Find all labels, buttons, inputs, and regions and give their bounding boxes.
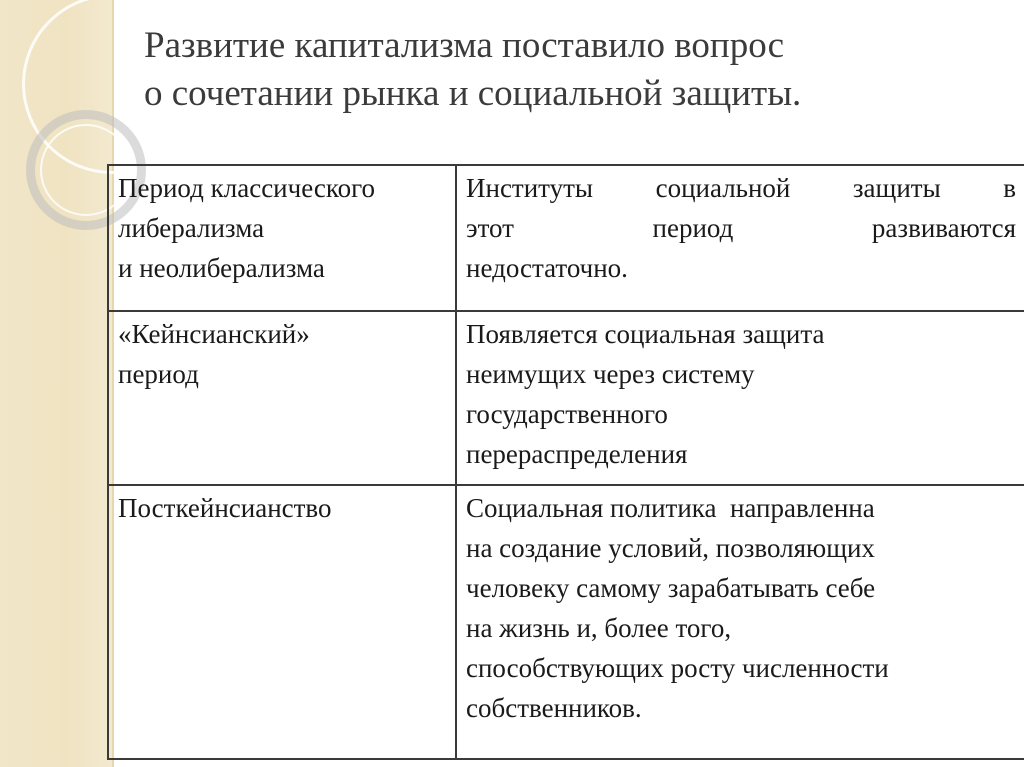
cell-line: неимущих через систему [466,359,755,389]
cell-line: Появляется социальная защита [466,319,825,349]
cell-line: период [118,359,199,389]
table-row [108,485,1024,759]
table-row [108,311,1024,485]
description-cell [456,165,1024,311]
comparison-table [107,164,1024,760]
cell-line: либерализма [118,213,265,243]
cell-line: перераспределения [466,439,688,469]
cell-line: собственников. [466,693,642,723]
slide-title [144,22,1004,118]
cell-line: способствующих росту численности [466,653,889,683]
cell-line: государственного [466,399,668,429]
cell-line: человеку самому зарабатывать себе [466,573,876,603]
period-cell [108,311,456,485]
description-cell [456,485,1024,759]
slide-title-line: Развитие капитализма поставило вопрос [144,25,785,66]
cell-line: Период классического [118,173,376,203]
cell-line: этот период развиваются [466,213,1016,243]
cell-line: недостаточно. [466,253,628,283]
description-cell [456,311,1024,485]
comparison-table-container [107,164,1018,758]
cell-line: и неолиберализма [118,253,325,283]
cell-line: Посткейнсианство [118,493,332,523]
slide-title-line: о сочетании рынка и социальной защиты. [144,73,802,114]
period-cell [108,165,456,311]
cell-line: «Кейнсианский» [118,319,310,349]
cell-line: на создание условий, позволяющих [466,533,875,563]
period-cell [108,485,456,759]
cell-line: Социальная политика направленна [466,493,875,523]
cell-line: Институты социальной защиты в [466,173,1016,203]
cell-line: на жизнь и, более того, [466,613,732,643]
table-row [108,165,1024,311]
